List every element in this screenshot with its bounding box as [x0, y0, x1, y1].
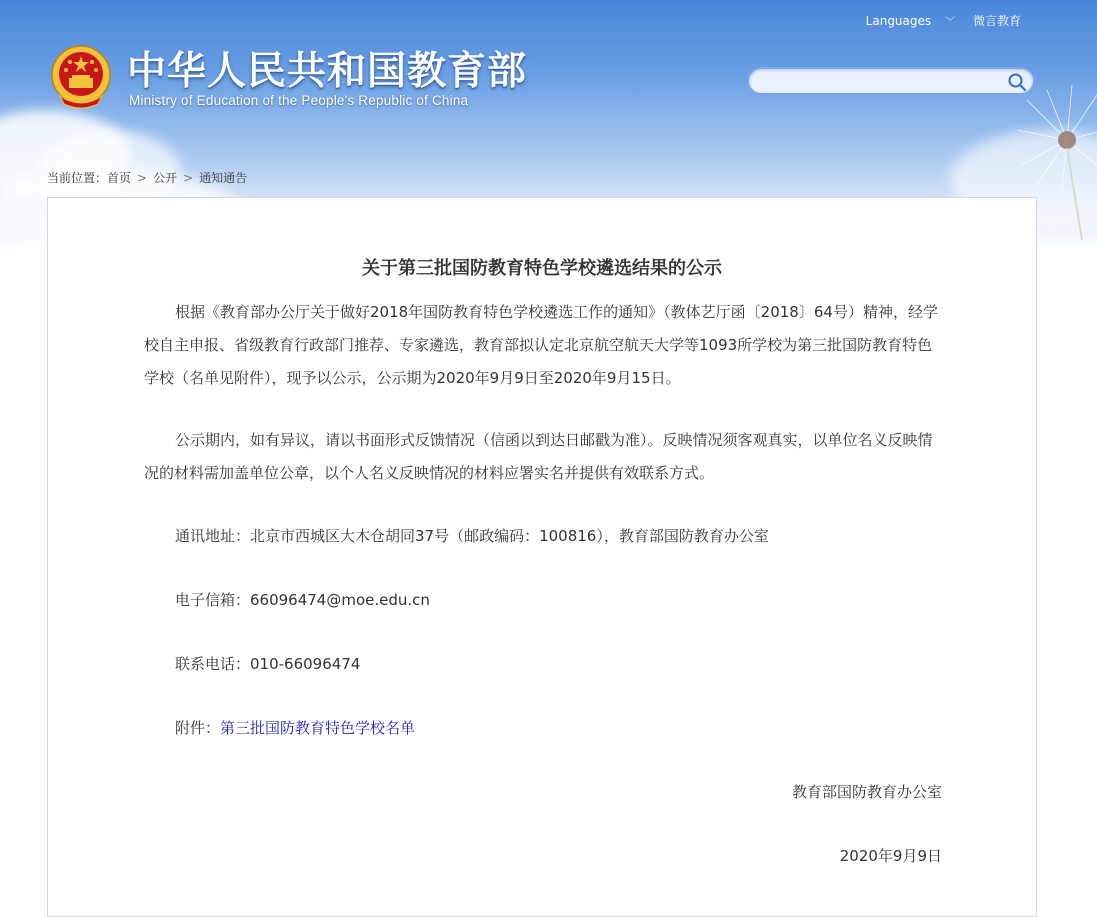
article-attachment [144, 712, 942, 745]
site-title: 中华人民共和国教育部 [127, 49, 528, 94]
chevron-right-icon: > [137, 171, 148, 185]
national-emblem-icon [50, 44, 112, 110]
languages-menu[interactable] [852, 14, 955, 28]
attachment-label: 附件： [175, 719, 221, 737]
article-paragraph: 根据《教育部办公厅关于做好2018年国防教育特色学校遴选工作的通知》（教体艺厅函〔2018〕64号）精神，经学校自主申报、省级教育行政部门推荐、专家遴选，教育部拟认定北京航空航天大学等1093所学校为第三批国防教育特色学校（名单见附件），现予以公示，公示期为2020年9月9日至2020年9月15日。 [144, 303, 938, 387]
search-input[interactable] [763, 72, 1007, 94]
article-paragraph: 公示期内，如有异议，请以书面形式反馈情况（信函以到达日邮戳为准）。反映情况须客观真实，以单位名义反映情况的材料需加盖单位公章，以个人名义反映情况的材料应署实名并提供有效联系方式。 [144, 431, 933, 482]
languages-label: Languages [865, 14, 932, 28]
breadcrumb [47, 169, 247, 186]
attachment-link[interactable]: 第三批国防教育特色学校名单 [220, 719, 416, 737]
breadcrumb-item-notices[interactable]: 通知通告 [199, 171, 248, 185]
breadcrumb-prefix: 当前位置： [47, 171, 108, 185]
article-container [47, 197, 1037, 917]
article-email: 电子信箱：66096474@moe.edu.cn [175, 591, 430, 609]
chevron-right-icon: > [183, 171, 194, 185]
top-links [838, 12, 1021, 29]
article-title: 关于第三批国防教育特色学校遴选结果的公示 [362, 258, 722, 279]
weibo-link[interactable]: 微言教育 [972, 14, 1021, 28]
article-date: 2020年9月9日 [839, 847, 942, 865]
article-phone: 联系电话：010-66096474 [175, 655, 361, 673]
site-subtitle: Ministry of Education of the People's Republic of China [129, 93, 469, 108]
article-signature: 教育部国防教育办公室 [791, 783, 942, 801]
article-address: 通讯地址：北京市西城区大木仓胡同37号（邮政编码：100816），教育部国防教育办公室 [175, 527, 769, 545]
chevron-down-icon: ﹀ [945, 17, 956, 28]
breadcrumb-item-home[interactable]: 首页 [107, 171, 132, 185]
breadcrumb-item-public[interactable]: 公开 [153, 171, 178, 185]
